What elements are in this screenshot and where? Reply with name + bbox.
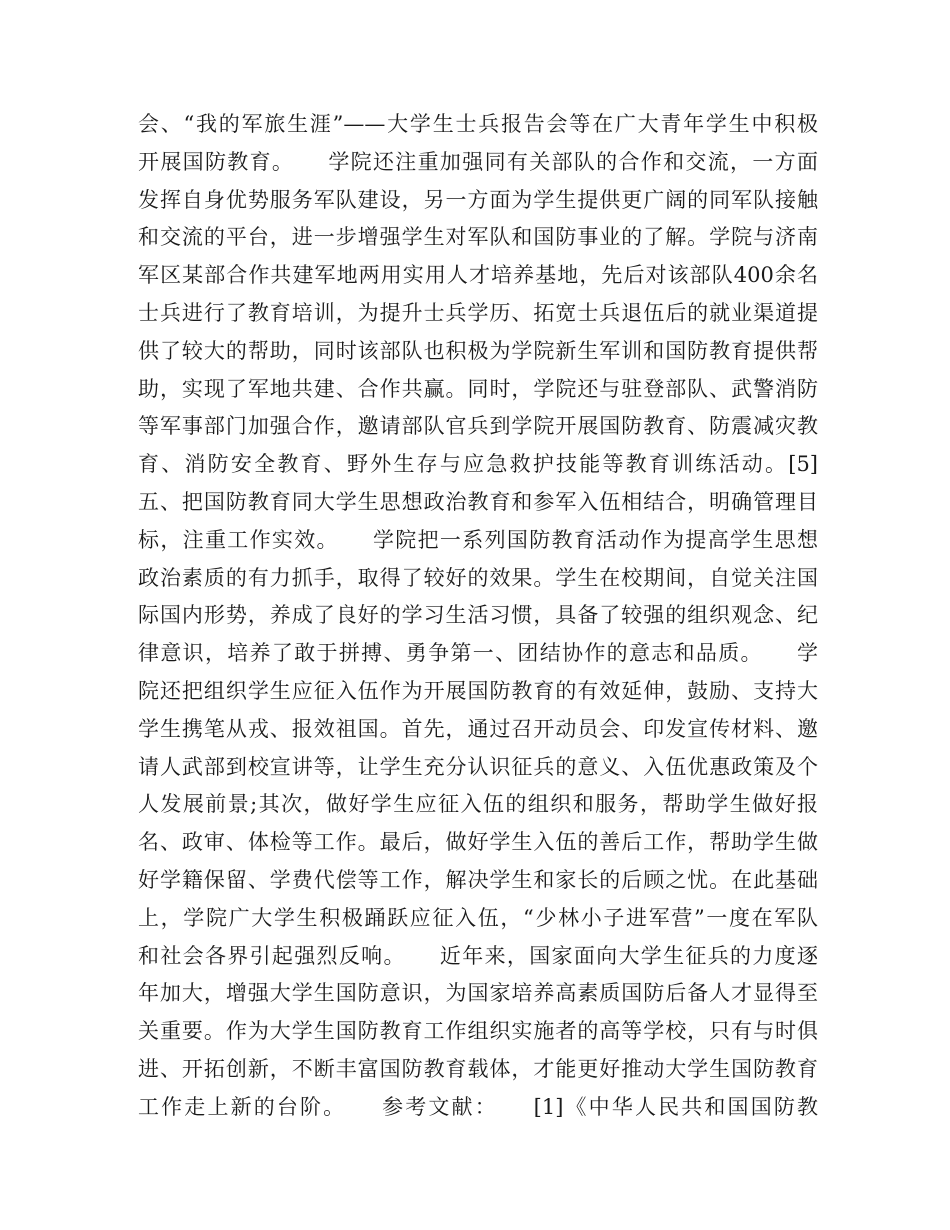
text-line: 上，学院广大学生积极踊跃应征入伍，“少林小子进军营”一度在军队	[138, 905, 818, 930]
text-line: 年加大，增强大学生国防意识，为国家培养高素质国防后备人才显得至	[138, 981, 818, 1006]
text-line: 进、开拓创新，不断丰富国防教育载体，才能更好推动大学生国防教育	[138, 1056, 818, 1081]
text-line: 供了较大的帮助，同时该部队也积极为学院新生军训和国防教育提供帮	[138, 338, 818, 363]
text-line: 育、消防安全教育、野外生存与应急救护技能等教育训练活动。[5]	[138, 452, 818, 477]
text-line: 人发展前景;其次，做好学生应征入伍的组织和服务，帮助学生做好报	[138, 792, 818, 817]
text-line: 军区某部合作共建军地两用实用人才培养基地，先后对该部队400余名	[138, 263, 818, 288]
text-line: 会、“我的军旅生涯”——大学生士兵报告会等在广大青年学生中积极	[138, 112, 818, 136]
text-line: 等军事部门加强合作，邀请部队官兵到学院开展国防教育、防震减灾教	[138, 414, 818, 439]
text-line: 五、把国防教育同大学生思想政治教育和参军入伍相结合，明确管理目	[138, 489, 818, 514]
text-line: 工作走上新的台阶。 参考文献： [1]《中华人民共和国国防教	[138, 1094, 818, 1119]
text-line: 发挥自身优势服务军队建设，另一方面为学生提供更广阔的同军队接触	[138, 187, 818, 212]
text-line: 政治素质的有力抓手，取得了较好的效果。学生在校期间，自觉关注国	[138, 565, 818, 590]
text-line: 律意识，培养了敢于拼搏、勇争第一、团结协作的意志和品质。 学	[138, 641, 818, 666]
text-line: 助，实现了军地共建、合作共赢。同时，学院还与驻登部队、武警消防	[138, 376, 818, 401]
text-line: 开展国防教育。 学院还注重加强同有关部队的合作和交流，一方面	[138, 149, 818, 174]
text-line: 和社会各界引起强烈反响。 近年来，国家面向大学生征兵的力度逐	[138, 943, 818, 968]
text-line: 标，注重工作实效。 学院把一系列国防教育活动作为提高学生思想	[138, 527, 818, 552]
text-line: 好学籍保留、学费代偿等工作，解决学生和家长的后顾之忧。在此基础	[138, 867, 818, 892]
text-line: 士兵进行了教育培训，为提升士兵学历、拓宽士兵退伍后的就业渠道提	[138, 300, 818, 325]
text-line: 院还把组织学生应征入伍作为开展国防教育的有效延伸，鼓励、支持大	[138, 678, 818, 703]
text-line: 学生携笔从戎、报效祖国。首先，通过召开动员会、印发宣传材料、邀	[138, 716, 818, 741]
body-text	[138, 106, 818, 1127]
text-line: 请人武部到校宣讲等，让学生充分认识征兵的意义、入伍优惠政策及个	[138, 754, 818, 779]
text-line: 名、政审、体检等工作。最后，做好学生入伍的善后工作，帮助学生做	[138, 830, 818, 855]
text-line: 际国内形势，养成了良好的学习生活习惯，具备了较强的组织观念、纪	[138, 603, 818, 628]
text-line: 和交流的平台，进一步增强学生对军队和国防事业的了解。学院与济南	[138, 225, 818, 250]
text-line: 关重要。作为大学生国防教育工作组织实施者的高等学校，只有与时俱	[138, 1019, 818, 1044]
